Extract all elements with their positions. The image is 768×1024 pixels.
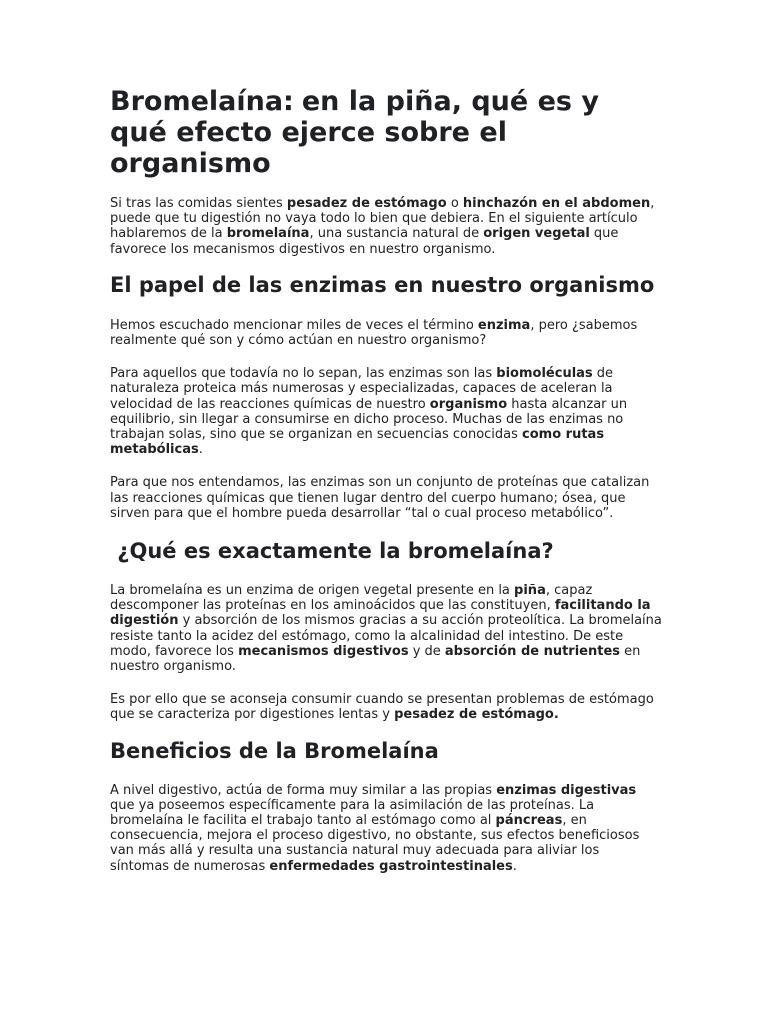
body-text: hasta alcanzar un equilibrio, sin llegar a consumirse en dicho proceso. Muchas de las enzimas no trabajan solas, sino que se organizan en secuencias conocidas xyxy=(110,396,628,443)
section-heading-beneficios: Beneficios de la Bromelaína xyxy=(110,738,439,763)
bold-text: organismo xyxy=(429,396,508,412)
bold-text: absorción de nutrientes xyxy=(444,643,621,659)
bold-text: hinchazón en el abdomen xyxy=(462,196,651,211)
body-text: , una sustancia natural de xyxy=(309,226,484,242)
body-text: o xyxy=(446,196,463,211)
bold-text: facilitando la digestión xyxy=(110,598,651,629)
body-text: . xyxy=(512,858,517,874)
bold-text: mecanismos digestivos xyxy=(238,643,409,659)
body-text: Si tras las comidas sientes xyxy=(110,196,287,211)
body-text: A nivel digestivo, actúa de forma muy similar a las propias xyxy=(110,782,497,798)
bold-text: enzima xyxy=(477,317,531,333)
body-text: de naturaleza proteica más numerosas y especializadas, capaces de aceleran la velocidad de las reacciones químicas de nuestro xyxy=(110,366,614,412)
body-text: que favorece los mecanismos digestivos en nuestro organismo. xyxy=(110,226,619,257)
bold-text: pesadez de estómago. xyxy=(394,707,559,723)
article xyxy=(110,86,662,874)
section2-paragraph-2 xyxy=(110,692,662,722)
bold-text: origen vegetal xyxy=(483,226,590,242)
body-text: y de xyxy=(408,643,445,659)
bold-text: páncreas xyxy=(495,813,563,829)
section1-paragraph-1 xyxy=(110,318,662,348)
body-text: y absorción de los mismos gracias a su acción proteolítica. La bromelaína resiste tanto la acidez del estómago, como la alcalinidad del intestino. De este modo, favorece los xyxy=(110,613,662,659)
section-heading-enzimas: El papel de las enzimas en nuestro organismo xyxy=(110,272,655,297)
body-text: . xyxy=(198,442,203,458)
section1-paragraph-2 xyxy=(110,366,662,457)
bold-text: como rutas metabólicas xyxy=(110,427,605,458)
bold-text: biomoléculas xyxy=(496,366,593,382)
body-text: , en consecuencia, mejora el proceso digestivo, no obstante, sus efectos beneficiosos van más allá y resulta una sustancia natural muy adecuada para aliviar los síntomas de numerosas xyxy=(110,813,640,874)
body-text: Hemos escuchado mencionar miles de veces el término xyxy=(110,317,478,333)
intro-paragraph xyxy=(110,196,662,257)
section1-paragraph-3 xyxy=(110,475,662,521)
body-text: , capaz descomponer las proteínas en los aminoácidos que las constituyen, xyxy=(110,583,593,614)
body-text: La bromelaína es un enzima de origen vegetal presente en la xyxy=(110,583,515,599)
body-text: Para aquellos que todavía no lo sepan, las enzimas son las xyxy=(110,366,497,382)
bold-text: piña xyxy=(514,583,546,599)
bold-text: enfermedades gastrointestinales xyxy=(269,858,513,874)
body-text: , puede que tu digestión no vaya todo lo bien que debiera. En el siguiente artículo hablaremos de la xyxy=(110,196,655,242)
section-heading-bromelaina: ¿Qué es exactamente la bromelaína? xyxy=(110,539,554,564)
body-text: , pero ¿sabemos realmente qué son y cómo actúan en nuestro organismo? xyxy=(110,317,638,349)
body-text: Es por ello que se aconseja consumir cuando se presentan problemas de estómago que se caracteriza por digestiones lentas y xyxy=(110,692,654,723)
bold-text: bromelaína xyxy=(226,226,310,242)
body-text: Para que nos entendamos, las enzimas son un conjunto de proteínas que catalizan las reacciones químicas que tienen lugar dentro del cuerpo humano; ósea, que sirven para que el hombre pueda desarrollar “tal o cual proceso metabólico”. xyxy=(110,475,650,521)
title-part-2: en la piña, qué es y qué efecto ejerce sobre el organismo xyxy=(110,86,599,179)
bold-text: enzimas digestivas xyxy=(496,782,637,798)
body-text: en nuestro organismo. xyxy=(110,643,641,675)
section2-paragraph-1 xyxy=(110,583,662,674)
article-title xyxy=(110,86,662,179)
section3-paragraph-1 xyxy=(110,783,662,874)
body-text: que ya poseemos específicamente para la asimilación de las proteínas. La bromelaína le facilita el trabajo tanto al estómago como al xyxy=(110,797,595,829)
bold-text: pesadez de estómago xyxy=(286,196,447,211)
title-part-1: Bromelaína: xyxy=(110,86,294,117)
